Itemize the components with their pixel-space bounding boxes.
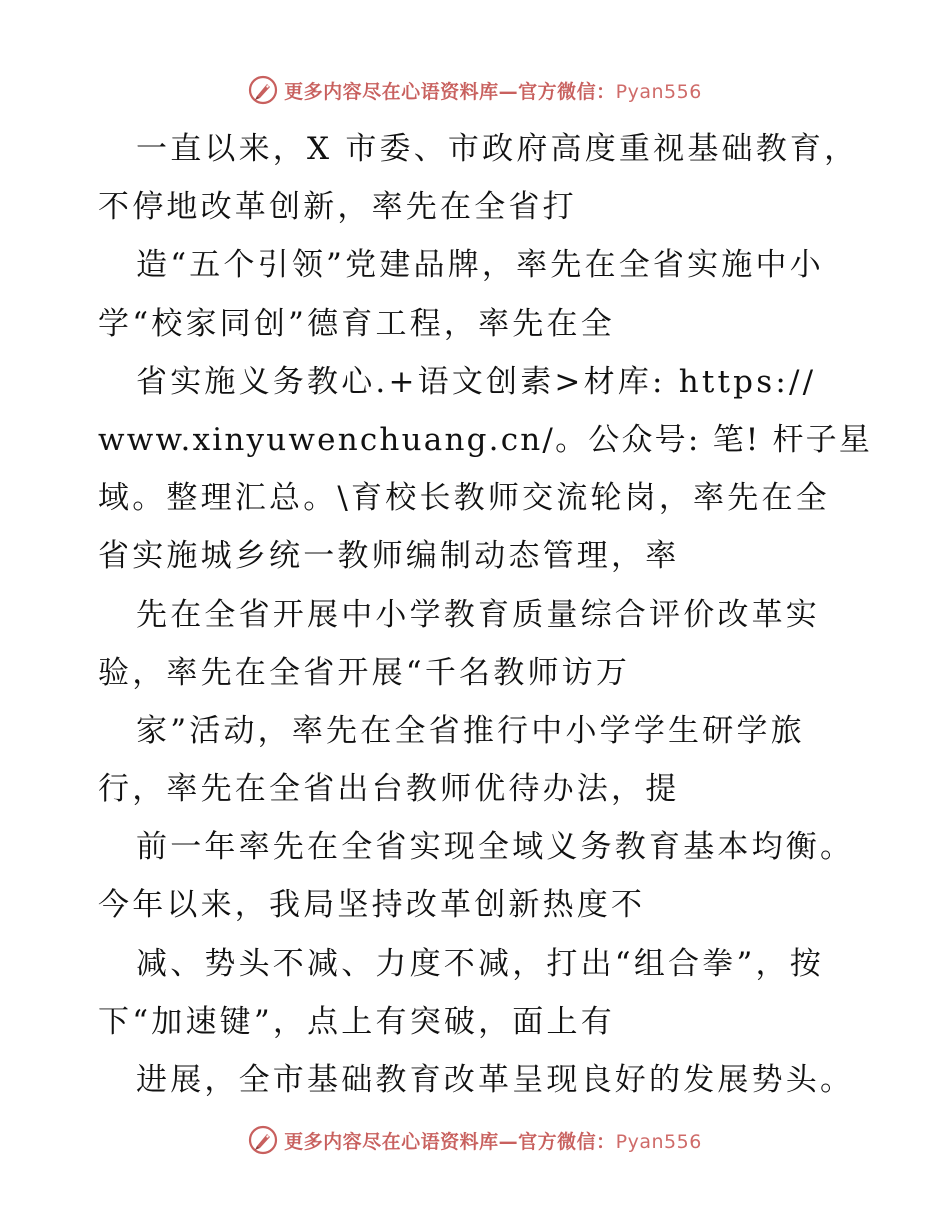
header-watermark-banner	[0, 70, 950, 110]
text-line: 验，率先在全省开展“千名教师访万	[98, 654, 631, 691]
text-line: 省实施城乡统一教师编制动态管理，率	[98, 538, 680, 575]
header-watermark-text: 更多内容尽在心语资料库—官方微信：Pyan556	[284, 80, 702, 103]
text-line: 域。整理汇总。\育校长教师交流轮岗，率先在全	[98, 480, 830, 517]
pen-nib-logo-icon	[248, 75, 278, 105]
text-line: 进展，全市基础教育改革呈现良好的发展势头。	[136, 1062, 855, 1098]
text-line: 先在全省开展中小学教育质量综合评价改革实	[136, 596, 820, 633]
text-line: 行，率先在全省出台教师优待办法，提	[98, 771, 680, 808]
text-line: 家”活动，率先在全省推行中小学学生研学旅	[136, 712, 805, 749]
text-line: 今年以来，我局坚持改革创新热度不	[98, 887, 646, 924]
document-body	[98, 120, 878, 1109]
text-line: 省实施义务教心.+语文创素>材库: https://	[136, 363, 817, 400]
text-line: 不停地改革创新，率先在全省打	[98, 189, 577, 226]
text-line: 减、势头不减、力度不减，打出“组合拳”，按	[136, 945, 824, 982]
footer-watermark-banner	[0, 1120, 950, 1160]
text-line: 前一年率先在全省实现全域义务教育基本均衡。	[136, 829, 855, 866]
text-line: www.xinyuwenchuang.cn/。公众号: 笔! 杆子星	[98, 421, 873, 458]
footer-watermark-text: 更多内容尽在心语资料库—官方微信：Pyan556	[284, 1130, 702, 1153]
text-line: 学“校家同创”德育工程，率先在全	[98, 305, 615, 342]
pen-nib-logo-icon	[248, 1125, 278, 1155]
text-line: 造“五个引领”党建品牌，率先在全省实施中小	[136, 247, 824, 284]
text-line: 下“加速键”，点上有突破，面上有	[98, 1003, 615, 1040]
text-line: 一直以来，X 市委、市政府高度重视基础教育，	[136, 131, 859, 167]
